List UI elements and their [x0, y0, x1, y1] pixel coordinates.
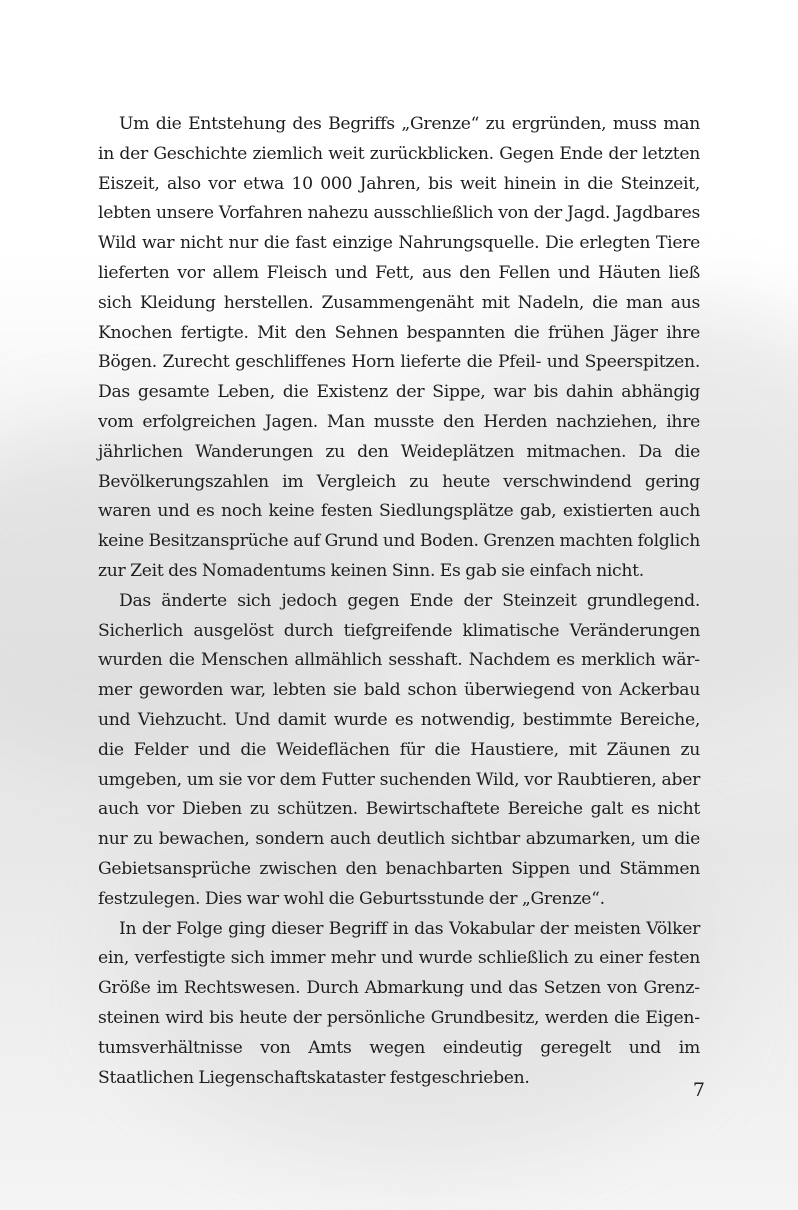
- paragraph-3: In der Folge ging dieser Begriff in das Vokabular der meisten Völker ein, verfestigte sich immer mehr und wurde schließlich zu einer festen Größe im Rechtswesen. Durch Abmarkung und das Setzen von Grenzsteinen wird bis heute der persönliche Grundbesitz, werden die Eigentumsverhältnisse von Amts wegen eindeutig geregelt und im Staatlichen Liegenschaftskataster festgeschrieben.: [98, 918, 700, 1088]
- page-number: 7: [692, 1079, 705, 1101]
- page-body: [98, 110, 700, 1093]
- paragraph-2: Das änderte sich jedoch gegen Ende der Steinzeit grundlegend. Sicherlich ausgelöst durch tiefgreifende klimatische Veränderungen wurden die Menschen allmählich sesshaft. Nachdem es merklich wärmer geworden war, lebten sie bald schon überwiegend von Ackerbau und Viehzucht. Und damit wurde es notwendig, bestimmte Bereiche, die Felder und die Weideflächen für die Haustiere, mit Zäunen zu umgeben, um sie vor dem Futter suchenden Wild, vor Raubtieren, aber auch vor Dieben zu schützen. Bewirtschaftete Bereiche galt es nicht nur zu bewachen, sondern auch deutlich sichtbar abzumarken, um die Gebietsansprüche zwischen den benachbarten Sippen und Stämmen festzulegen. Dies war wohl die Geburtsstunde der „Grenze“.: [98, 590, 700, 909]
- paragraph-1: Um die Entstehung des Begriffs „Grenze“ zu ergründen, muss man in der Geschichte ziemlich weit zurückblicken. Gegen Ende der letzten Eiszeit, also vor etwa 10 000 Jahren, bis weit hinein in die Steinzeit, lebten unsere Vorfahren nahezu ausschließlich von der Jagd. Jagdbares Wild war nicht nur die fast einzige Nahrungsquelle. Die erlegten Tiere lieferten vor allem Fleisch und Fett, aus den Fellen und Häuten ließ sich Kleidung herstellen. Zusammengenäht mit Nadeln, die man aus Knochen fertigte. Mit den Sehnen bespannten die frühen Jäger ihre Bögen. Zurecht geschliffenes Horn lieferte die Pfeil- und Speerspitzen. Das gesamte Leben, die Existenz der Sippe, war bis dahin abhängig vom erfolgreichen Jagen. Man musste den Herden nachziehen, ihre jährlichen Wanderungen zu den Weideplätzen mitmachen. Da die Bevölkerungszahlen im Vergleich zu heute verschwindend gering waren und es noch keine festen Siedlungsplätze gab, existierten auch keine Besitzansprüche auf Grund und Boden. Grenzen machten folglich zur Zeit des Nomadentums keinen Sinn. Es gab sie einfach nicht.: [98, 114, 700, 581]
